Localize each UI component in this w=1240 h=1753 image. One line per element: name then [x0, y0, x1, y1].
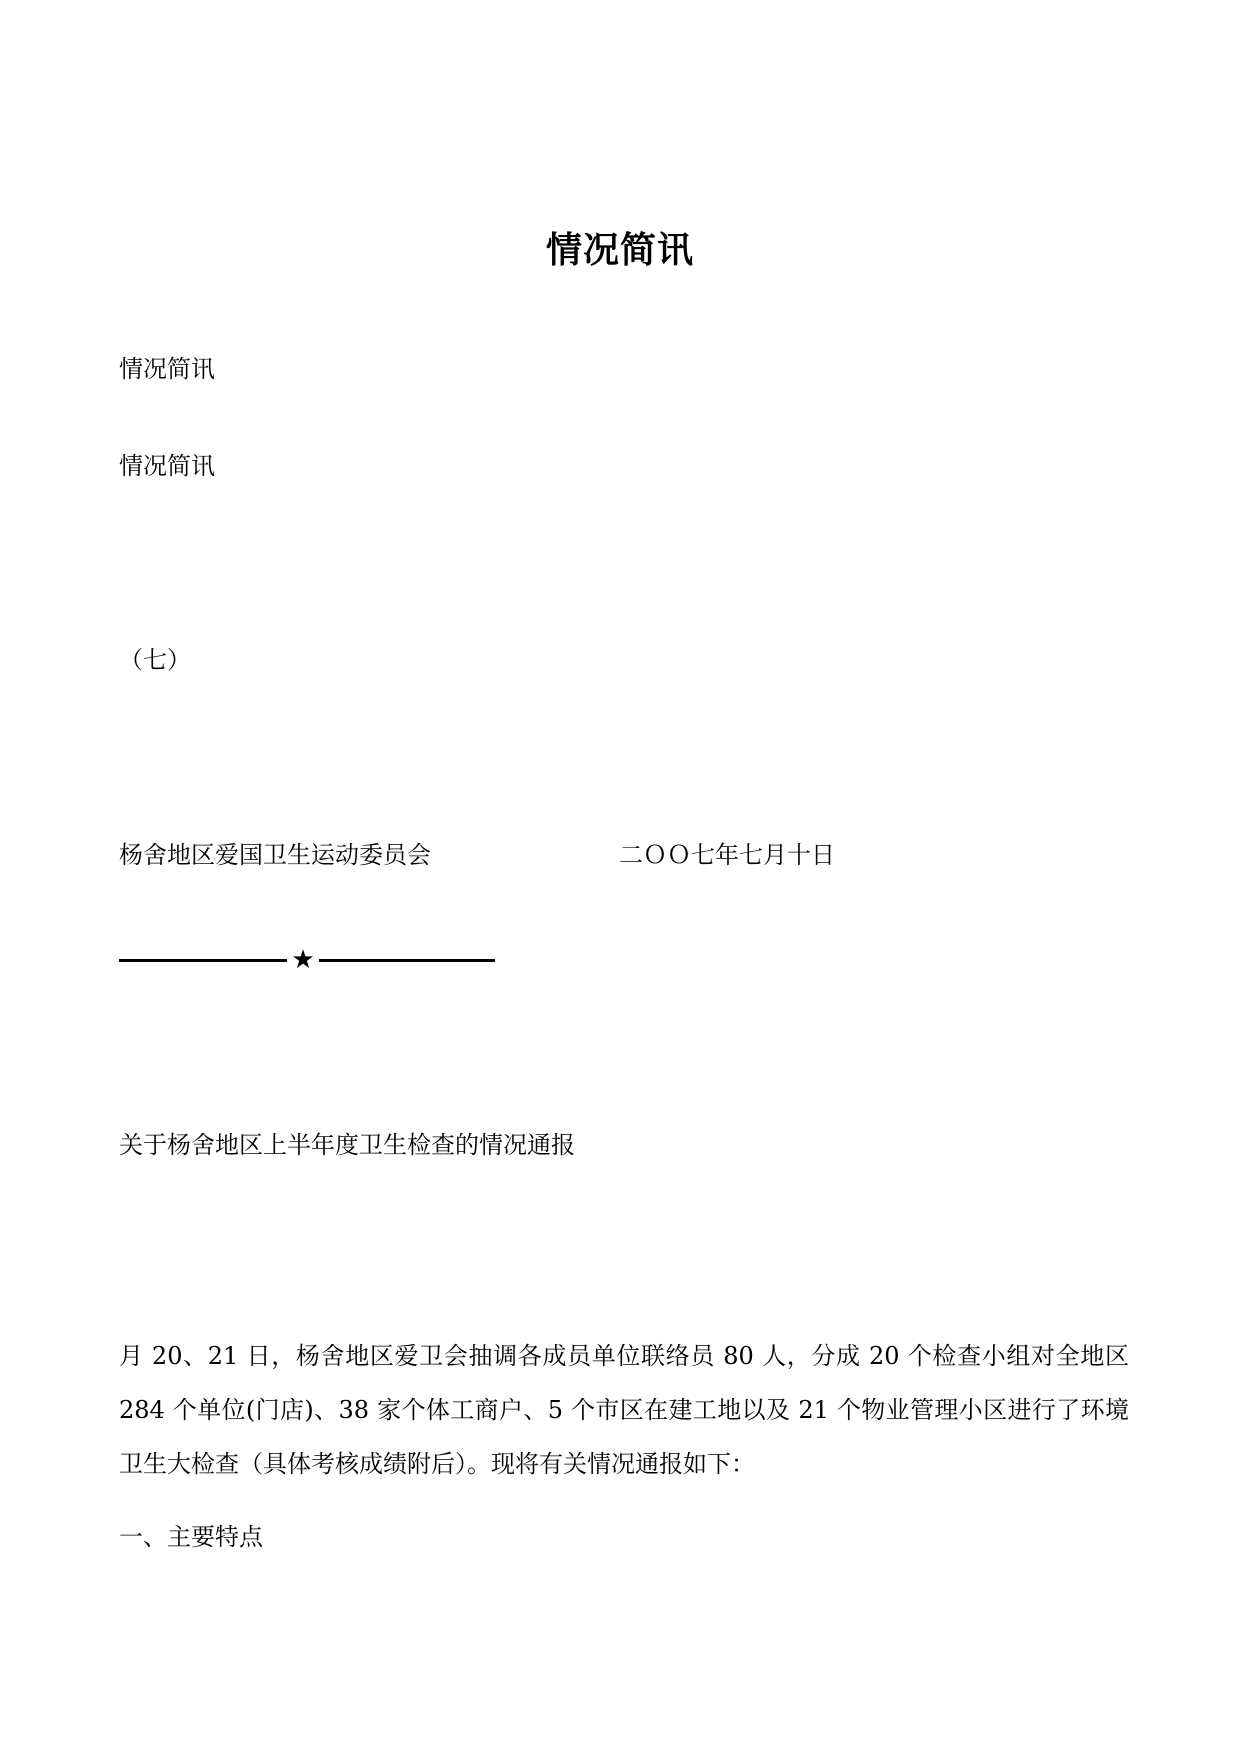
issue-date: 二ＯＯ七年七月十日	[619, 841, 835, 869]
body-paragraph: 月 20、21 日，杨舍地区爱卫会抽调各成员单位联络员 80 人，分成 20 个检查小组对全地区 284 个单位(门店)、38 家个体工商户、5 个市区在建工地以及 21 个物业管理小区进行了环境卫生大检查（具体考核成绩附后）。现将有关情况通报如下：	[119, 1342, 1129, 1478]
divider-line-left	[119, 959, 287, 962]
subtitle-1: 情况简讯	[119, 355, 215, 383]
issue-number: （七）	[119, 646, 191, 674]
section-heading-1: 一、主要特点	[119, 1523, 263, 1551]
document-title: 情况简讯	[545, 229, 694, 271]
notice-heading: 关于杨舍地区上半年度卫生检查的情况通报	[119, 1131, 575, 1159]
divider-line-right	[319, 959, 495, 962]
star-divider	[119, 945, 495, 975]
issuer-name: 杨舍地区爱国卫生运动委员会	[119, 841, 431, 869]
subtitle-2: 情况简讯	[119, 452, 215, 480]
star-icon: ★	[291, 945, 315, 975]
